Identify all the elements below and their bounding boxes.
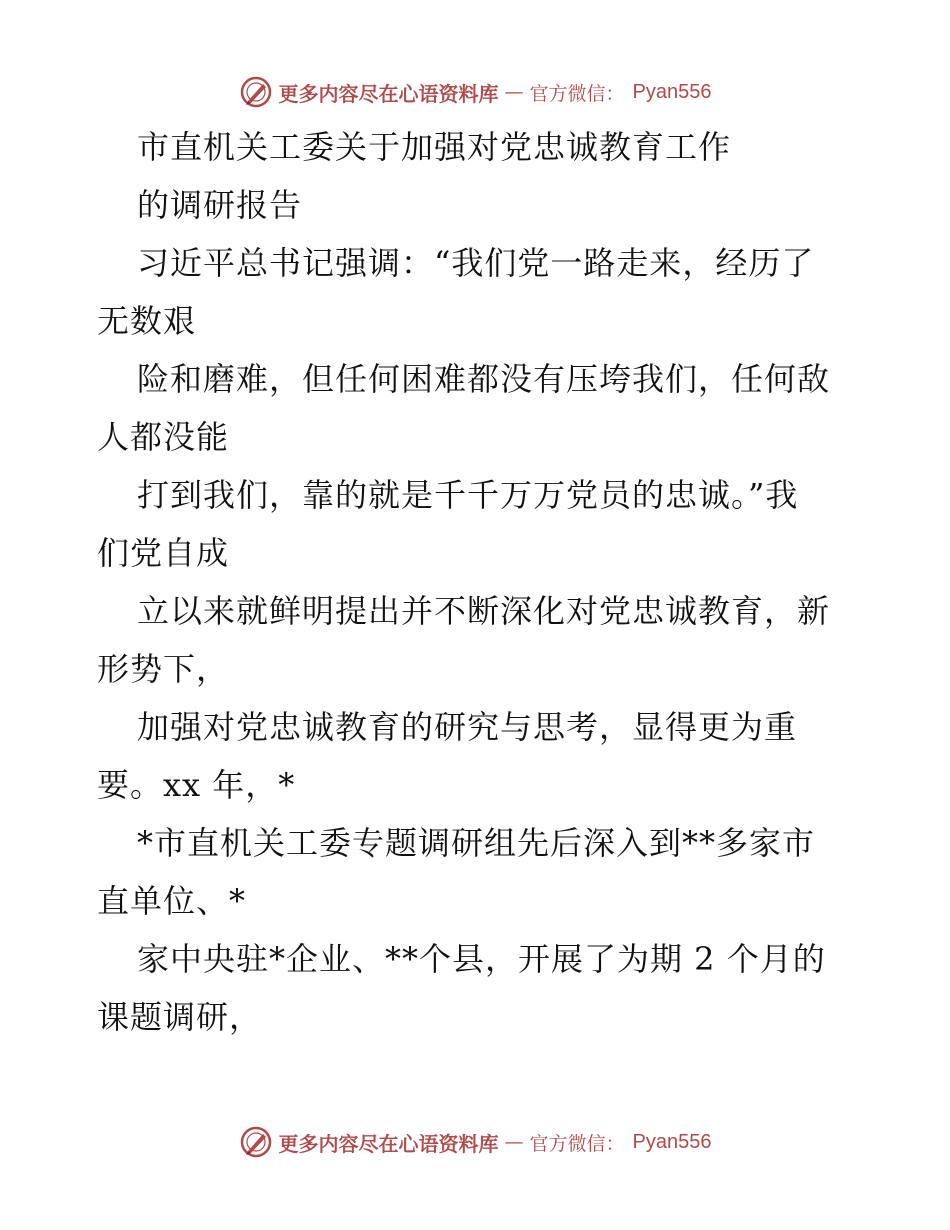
footer-watermark bbox=[0, 1122, 950, 1162]
doc-line: 形势下， bbox=[97, 650, 230, 688]
doc-line: 险和磨难，但任何困难都没有压垮我们，任何敌 bbox=[137, 360, 831, 398]
watermark-text: 更多内容尽在心语资料库 bbox=[278, 1131, 499, 1156]
watermark-dash: — bbox=[504, 1131, 524, 1153]
header-watermark bbox=[0, 72, 950, 112]
doc-line: 人都没能 bbox=[97, 418, 230, 456]
doc-line: 们党自成 bbox=[97, 534, 230, 572]
pen-logo-icon bbox=[239, 1125, 273, 1159]
watermark-dash: — bbox=[504, 81, 524, 103]
pen-logo-icon bbox=[239, 75, 273, 109]
doc-line: *市直机关工委专题调研组先后深入到**多家市 bbox=[137, 824, 816, 862]
doc-line: 习近平总书记强调：“我们党一路走来，经历了 bbox=[137, 244, 815, 282]
watermark-text: 更多内容尽在心语资料库 bbox=[278, 81, 499, 106]
document-body bbox=[97, 118, 857, 1046]
doc-line: 课题调研， bbox=[97, 998, 263, 1036]
doc-line: 立以来就鲜明提出并不断深化对党忠诚教育，新 bbox=[137, 592, 831, 630]
watermark-official: 官方微信： bbox=[529, 82, 625, 105]
watermark-wechat-id: Pyan556 bbox=[632, 1130, 712, 1153]
watermark-official: 官方微信： bbox=[529, 1132, 625, 1155]
doc-line: 无数艰 bbox=[97, 302, 197, 340]
watermark-wechat-id: Pyan556 bbox=[632, 80, 712, 103]
doc-line: 直单位、* bbox=[97, 882, 247, 920]
doc-line: 市直机关工委关于加强对党忠诚教育工作 bbox=[137, 128, 732, 166]
doc-line: 的调研报告 bbox=[137, 186, 303, 224]
doc-line: 加强对党忠诚教育的研究与思考，显得更为重 bbox=[137, 708, 798, 746]
doc-line: 家中央驻*企业、**个县，开展了为期 2 个月的 bbox=[137, 940, 826, 978]
doc-line: 要。xx 年，* bbox=[97, 766, 296, 804]
doc-line: 打到我们，靠的就是千千万万党员的忠诚。”我 bbox=[137, 476, 799, 514]
